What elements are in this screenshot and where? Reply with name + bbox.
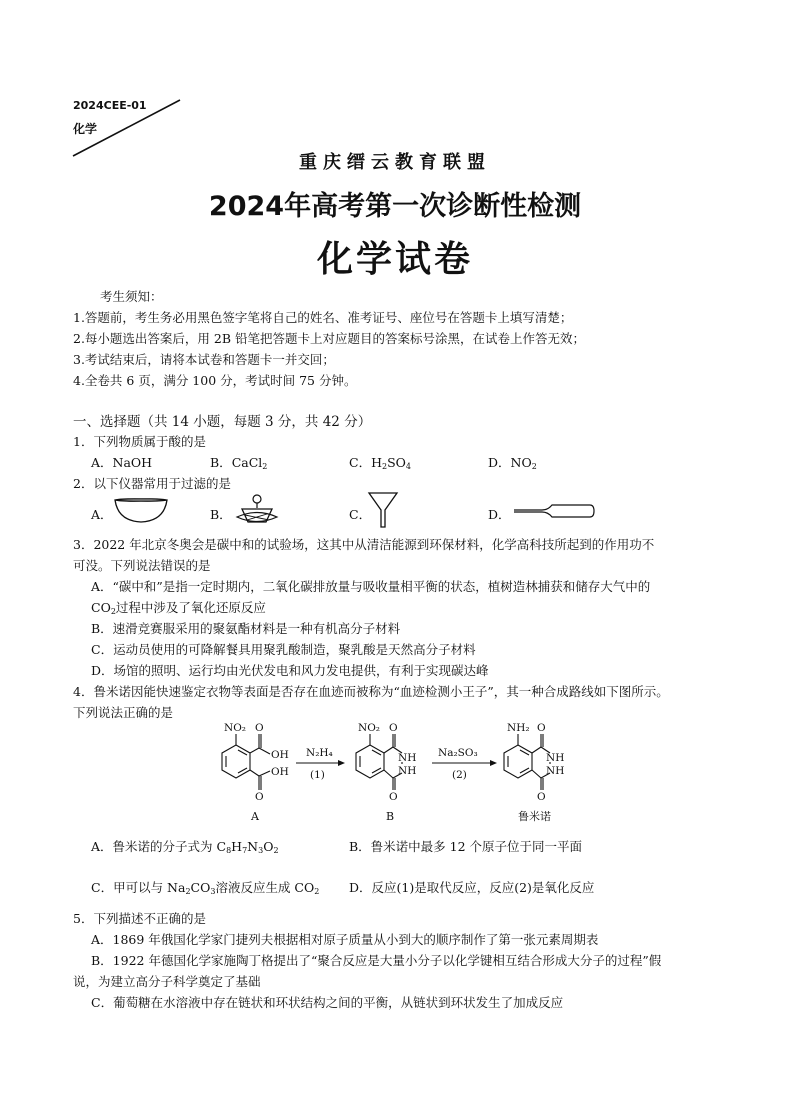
notice-heading: 考生须知： <box>100 289 163 304</box>
option-a: A．鲁米诺的分子式为 $C_8H_7N_3O_2$ <box>91 839 279 855</box>
option-c: C．$H_2SO_4$ <box>349 455 411 471</box>
notice-item: 2.每小题选出答案后，用 2B 铅笔把答题卡上对应题目的答案标号涂黑，在试卷上作答无效； <box>73 331 586 346</box>
reagent-2: Na₂SO₃ <box>438 747 478 759</box>
nh-group: NH <box>546 765 565 777</box>
nh-group: NH <box>398 765 417 777</box>
paper-title: 化学试卷 <box>316 239 473 280</box>
option-b: B．鲁米诺中最多 12 个原子位于同一平面 <box>349 839 583 854</box>
option-b: B． <box>210 507 232 522</box>
synthesis-scheme <box>200 716 600 824</box>
option-a: A．“碳中和”是指一定时期内，二氧化碳排放量与吸收量相平衡的状态，植树造林捕获和储存大气中的 <box>91 579 651 594</box>
nh-group: NH <box>546 752 565 764</box>
option-b: B．1922 年德国化学家施陶丁格提出了“聚合反应是大量小分子以化学键相互结合形成大分子的过程”假 <box>91 953 662 968</box>
compound-luminol <box>504 734 550 790</box>
amino-group: NH₂ <box>507 722 530 734</box>
hydroxyl-a1: OH <box>271 749 289 761</box>
option-b: B．速滑竞赛服采用的聚氨酯材料是一种有机高分子材料 <box>91 621 401 636</box>
exam-title: 2024年高考第一次诊断性检测 <box>208 191 582 222</box>
question-stem: 4．鲁米诺因能快速鉴定衣物等表面是否存在血迹而被称为“血迹检测小王子”，其一种合成路线如下图所示。 <box>73 684 669 699</box>
option-d: D．场馆的照明、运行均由光伏发电和风力发电提供，有利于实现碳达峰 <box>91 663 489 678</box>
reagent-1: N₂H₄ <box>306 747 333 759</box>
notice-item: 4.全卷共 6 页，满分 100 分，考试时间 75 分钟。 <box>73 373 357 388</box>
option-c: C． <box>349 507 372 522</box>
test-tube-icon <box>512 500 596 522</box>
crucible-tongs-icon <box>233 492 281 528</box>
option-a: A． <box>91 507 113 522</box>
question-stem: 5．下列描述不正确的是 <box>73 911 206 926</box>
label-luminol: 鲁米诺 <box>518 810 551 823</box>
option-a: A．NaOH <box>91 455 153 470</box>
subject-label: 化学 <box>73 122 98 136</box>
hydroxyl-a2: OH <box>271 766 289 778</box>
label-b: B <box>386 810 395 823</box>
option-b: B．CaCl$_2$ <box>210 455 268 471</box>
paper-code: 2024CEE-01 <box>73 99 147 112</box>
option-b-cont: 说，为建立高分子科学奠定了基础 <box>73 974 261 989</box>
carbonyl-o: O <box>255 722 264 734</box>
step-1: (1) <box>310 769 325 781</box>
notice-item: 3.考试结束后，请将本试卷和答题卡一并交回； <box>73 352 335 367</box>
evaporating-dish-icon <box>112 495 170 527</box>
nitro-group-b: NO₂ <box>358 722 381 734</box>
option-c: C．运动员使用的可降解餐具用聚乳酸制造，聚乳酸是天然高分子材料 <box>91 642 476 657</box>
question-stem: 3．2022 年北京冬奥会是碳中和的试验场，这其中从清洁能源到环保材料，化学高科技所起到的作用功不 <box>73 537 655 552</box>
option-a: A．1869 年俄国化学家门捷列夫根据相对原子质量从小到大的顺序制作了第一张元素周期表 <box>91 932 599 947</box>
carbonyl-o: O <box>255 791 264 803</box>
carbonyl-o: O <box>537 722 546 734</box>
step-2: (2) <box>452 769 467 781</box>
label-a: A <box>251 810 259 823</box>
option-d: D．反应(1)是取代反应，反应(2)是氧化反应 <box>349 880 595 895</box>
carbonyl-o: O <box>389 791 398 803</box>
option-d: D．$NO_2$ <box>488 455 537 471</box>
option-d: D． <box>488 507 511 522</box>
nitro-group-a: NO₂ <box>224 722 247 734</box>
org-title: 重庆缙云教育联盟 <box>299 152 491 173</box>
compound-b <box>356 734 402 790</box>
carbonyl-o: O <box>389 722 398 734</box>
option-c: C．葡萄糖在水溶液中存在链状和环状结构之间的平衡，从链状到环状发生了加成反应 <box>91 995 564 1010</box>
funnel-icon <box>366 490 400 530</box>
option-c: C．甲可以与 $Na_2CO_3$溶液反应生成 $CO_2$ <box>91 880 320 896</box>
notice-item: 1.答题前，考生务必用黑色签字笔将自己的姓名、准考证号、座位号在答题卡上填写清楚； <box>73 310 573 325</box>
section-heading: 一、选择题（共 14 小题，每题 3 分，共 42 分） <box>73 414 372 430</box>
question-stem: 1．下列物质属于酸的是 <box>73 434 206 449</box>
question-stem: 2．以下仪器常用于过滤的是 <box>73 476 231 491</box>
compound-a <box>222 734 270 790</box>
nh-group: NH <box>398 752 417 764</box>
option-a-cont: $CO_2$过程中涉及了氧化还原反应 <box>91 600 266 616</box>
question-stem: 下列说法正确的是 <box>73 705 174 720</box>
carbonyl-o: O <box>537 791 546 803</box>
question-stem: 可没。下列说法错误的是 <box>73 558 211 573</box>
